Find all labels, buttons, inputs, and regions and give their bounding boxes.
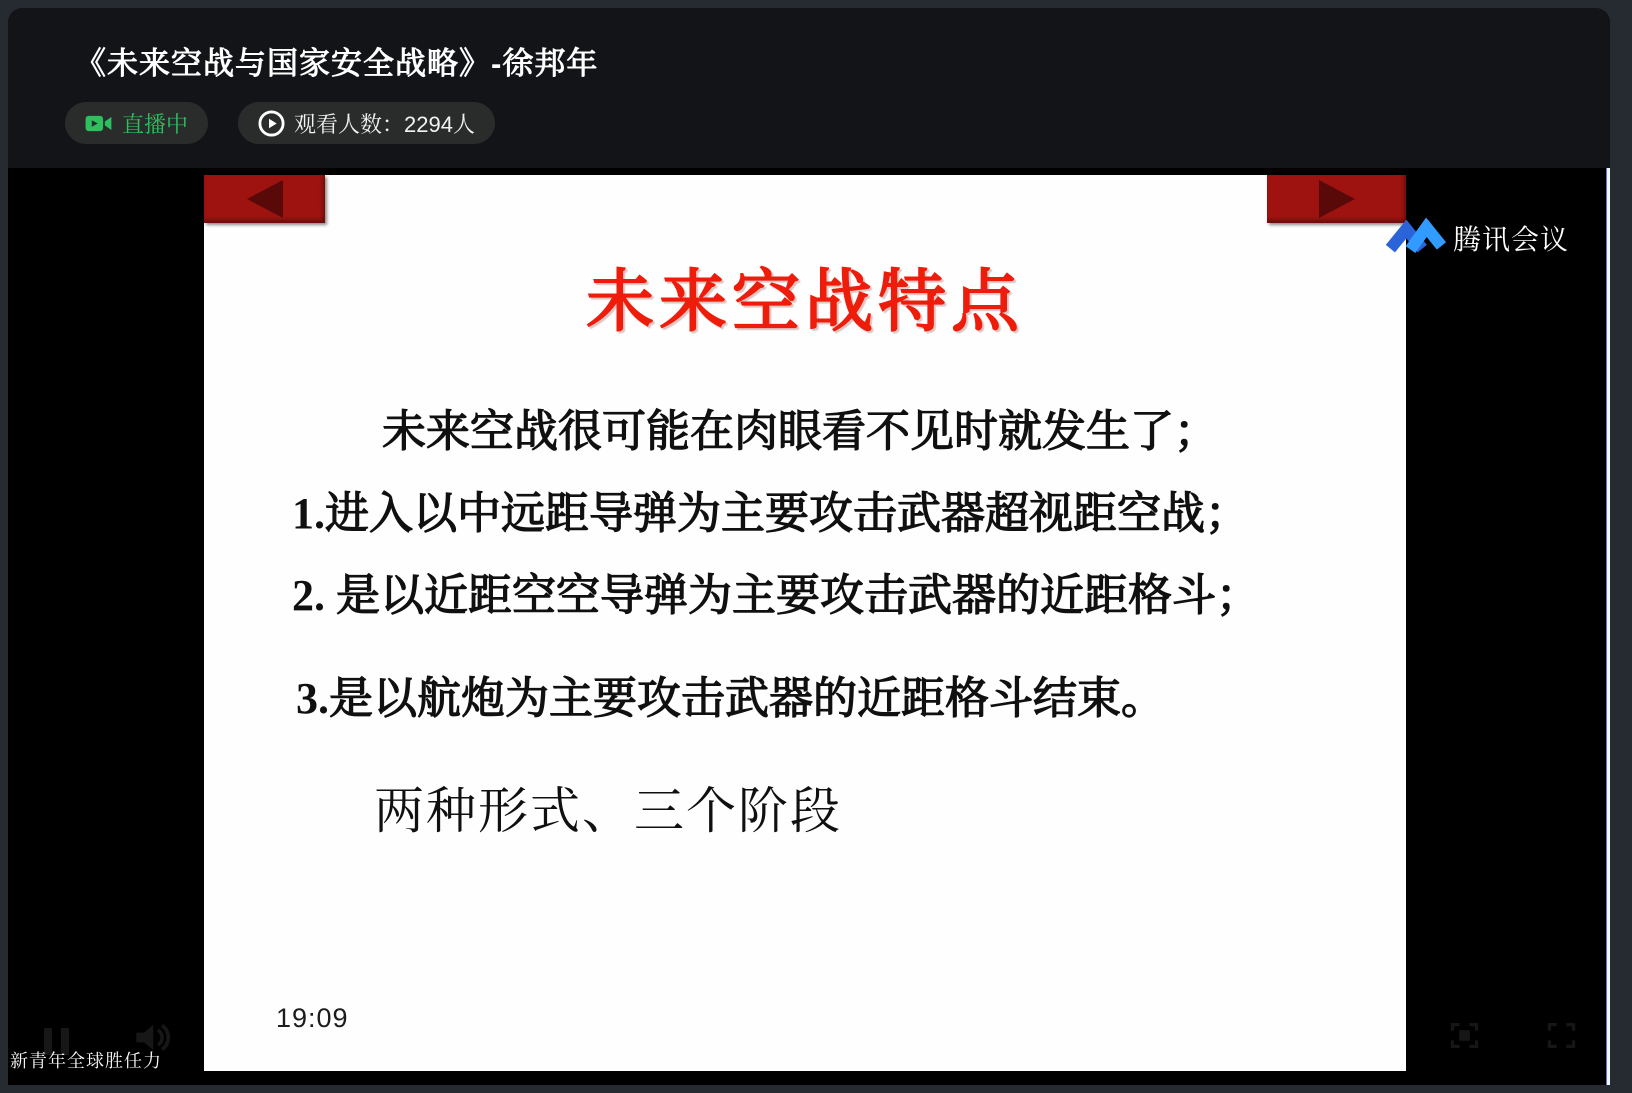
slide-point-1: 1.进入以中远距导弹为主要攻击武器超视距空战； <box>292 489 1249 538</box>
presentation-slide <box>204 175 1406 1071</box>
arrow-right-icon <box>1319 180 1355 218</box>
viewers-count-label: 观看人数：2294人 <box>294 111 475 137</box>
slide-summary-line: 两种形式、三个阶段 <box>374 783 842 839</box>
fit-screen-button[interactable] <box>1450 1022 1479 1054</box>
prev-slide-button[interactable] <box>204 175 325 223</box>
tencent-meeting-logo-text: 腾讯会议 <box>1453 223 1570 255</box>
live-status-badge <box>65 102 208 144</box>
stream-window <box>8 8 1610 1085</box>
video-player[interactable] <box>8 168 1610 1085</box>
play-circle-icon <box>258 110 285 137</box>
slide-timestamp: 19:09 <box>276 1003 349 1033</box>
fit-screen-icon <box>1450 1036 1479 1053</box>
viewers-badge <box>238 102 495 144</box>
stream-title: 《未来空战与国家安全战略》-徐邦年 <box>75 46 599 81</box>
stream-header <box>8 8 1610 168</box>
live-camera-icon <box>85 113 113 134</box>
fullscreen-icon <box>1547 1036 1576 1053</box>
live-status-label: 直播中 <box>122 111 189 137</box>
watermark-text: 新青年全球胜任力 <box>10 1051 162 1071</box>
shared-screen-edge <box>1607 168 1610 1085</box>
tencent-meeting-logo-icon <box>1384 214 1446 261</box>
fullscreen-button[interactable] <box>1547 1022 1576 1054</box>
slide-point-2: 2. 是以近距空空导弹为主要攻击武器的近距格斗； <box>292 571 1260 620</box>
tencent-meeting-logo <box>1384 214 1569 261</box>
arrow-left-icon <box>247 180 283 218</box>
slide-intro-line: 未来空战很可能在肉眼看不见时就发生了； <box>382 407 1218 456</box>
slide-point-3: 3.是以航炮为主要攻击武器的近距格斗结束。 <box>296 674 1165 723</box>
slide-title: 未来空战特点 <box>585 264 1024 340</box>
